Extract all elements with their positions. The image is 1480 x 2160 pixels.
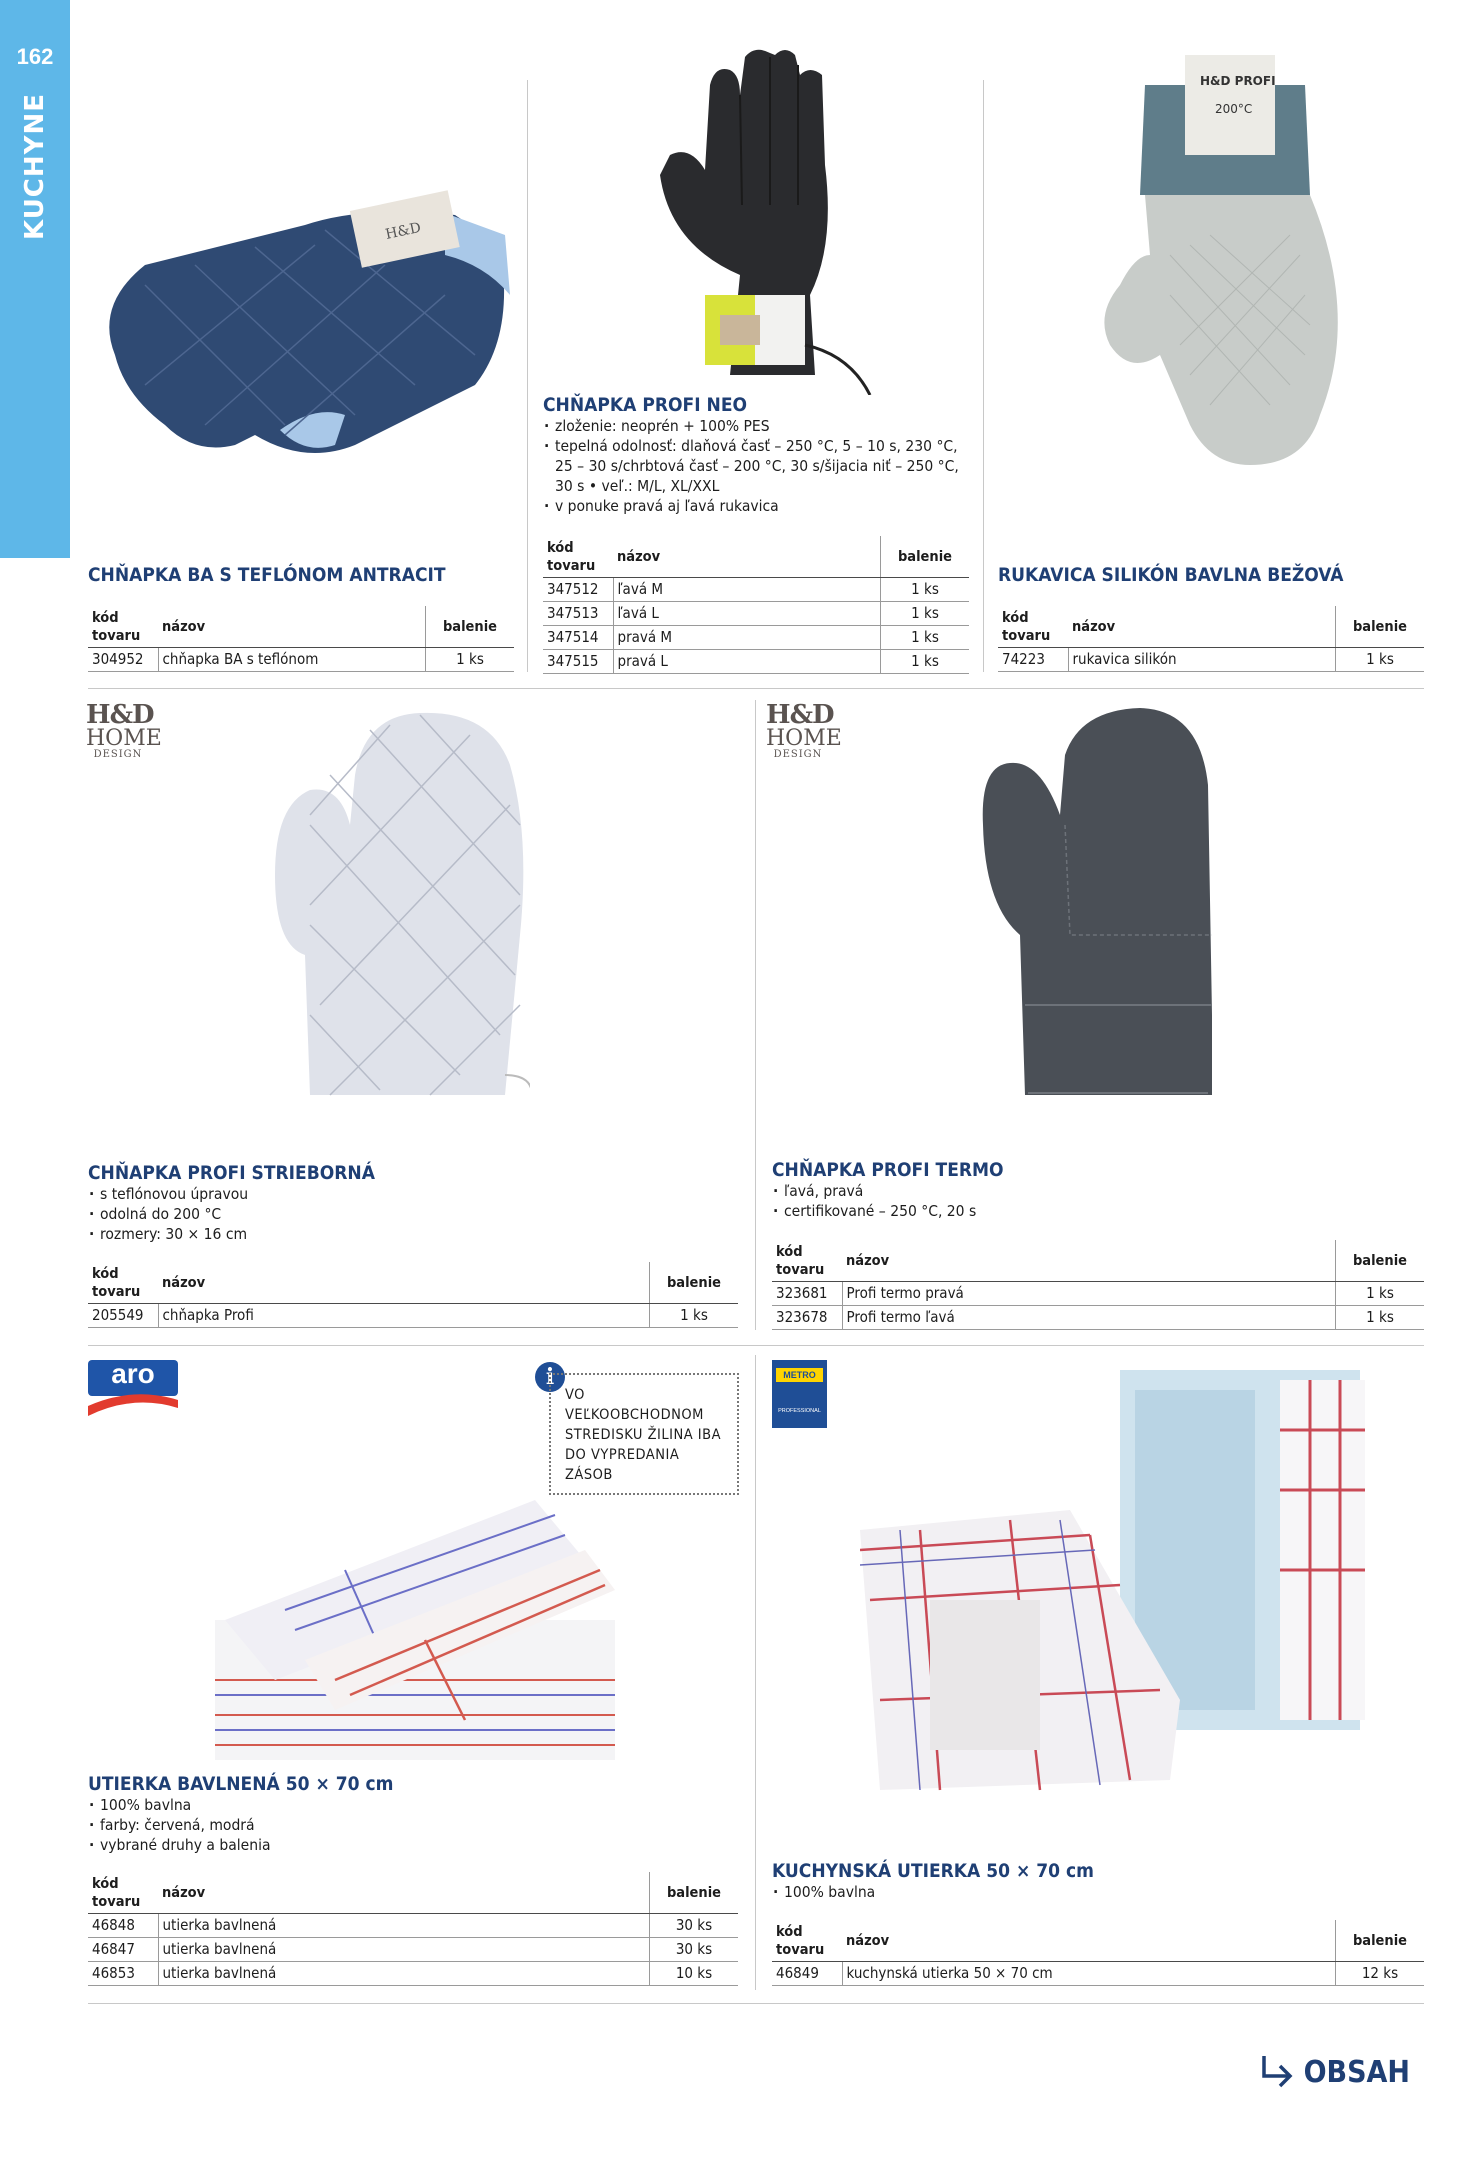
table-row <box>543 626 969 650</box>
table-row <box>88 648 514 672</box>
cell-name: chňapka Profi <box>158 1304 650 1328</box>
cell-pack: 1 ks <box>881 578 970 602</box>
table-row <box>772 1306 1424 1330</box>
section-tab <box>0 0 70 558</box>
cell-name: utierka bavlnená <box>158 1938 650 1962</box>
cell-pack: 30 ks <box>650 1938 739 1962</box>
product-bullets <box>772 1882 1372 1902</box>
bullet: · 100% bavlna <box>772 1882 1372 1902</box>
cell-pack: 1 ks <box>881 626 970 650</box>
header-code: kód tovaru <box>88 606 158 648</box>
bullet: · 100% bavlna <box>88 1795 688 1815</box>
bullet: · farby: červená, modrá <box>88 1815 688 1835</box>
cell-name: utierka bavlnená <box>158 1962 650 1986</box>
header-pack: balenie <box>426 606 515 648</box>
product-table <box>88 1262 738 1328</box>
product-image-cotton-towels <box>205 1480 635 1770</box>
product-table <box>88 606 514 672</box>
brand-hd-home: HOME <box>86 726 162 751</box>
cell-code: 347513 <box>543 602 613 626</box>
table-row <box>772 1282 1424 1306</box>
bullet: · rozmery: 30 × 16 cm <box>88 1224 688 1244</box>
column-divider <box>983 80 984 672</box>
cell-pack: 1 ks <box>1336 648 1425 672</box>
cell-pack: 1 ks <box>426 648 515 672</box>
column-divider <box>755 700 756 1330</box>
product-bullets <box>88 1795 688 1855</box>
table-row <box>772 1962 1424 1986</box>
cell-code: 323678 <box>772 1306 842 1330</box>
bullet: · vybrané druhy a balenia <box>88 1835 688 1855</box>
product-image-termo-mitt <box>980 705 1220 1110</box>
header-pack: balenie <box>1336 1920 1425 1962</box>
product-image-anthracite-mitt <box>85 185 525 455</box>
table-row <box>543 602 969 626</box>
cell-name: pravá L <box>613 650 881 674</box>
bullet: · v ponuke pravá aj ľavá rukavica <box>543 496 963 516</box>
table-row <box>88 1304 738 1328</box>
cell-code: 74223 <box>998 648 1068 672</box>
product-title: CHŇAPKA PROFI STRIEBORNÁ <box>88 1162 375 1184</box>
contents-label: OBSAH <box>1303 2054 1410 2090</box>
svg-text:H&D: H&D <box>383 219 423 243</box>
product-title: CHŇAPKA PROFI TERMO <box>772 1159 1004 1181</box>
header-pack: balenie <box>1336 606 1425 648</box>
header-code: kód tovaru <box>998 606 1068 648</box>
cell-code: 46847 <box>88 1938 158 1962</box>
product-title: KUCHYNSKÁ UTIERKA 50 × 70 cm <box>772 1860 1094 1882</box>
brand-metro-sub: PROFESSIONAL <box>778 1408 821 1414</box>
header-pack: balenie <box>650 1872 739 1914</box>
product-bullets <box>88 1184 688 1244</box>
cell-code: 347512 <box>543 578 613 602</box>
arrow-return-icon <box>1258 2052 1298 2092</box>
table-row <box>88 1962 738 1986</box>
bullet: · tepelná odolnosť: dlaňová časť – 250 °C, 5 – 10 s, 230 °C, 25 – 30 s/chrbtová časť – 200 °C, 30 s/šijacia niť – 250 °C, 30 s • veľ.: M/L, XL/XXL <box>543 436 963 496</box>
product-title: CHŇAPKA PROFI NEO <box>543 394 748 416</box>
header-name: názov <box>158 606 426 648</box>
cell-name: chňapka BA s teflónom <box>158 648 426 672</box>
cell-code: 347515 <box>543 650 613 674</box>
cell-code: 304952 <box>88 648 158 672</box>
brand-hd-mark: H&D <box>86 700 154 730</box>
brand-logo-metro <box>772 1360 827 1428</box>
notice-line: STREDISKU ŽILINA IBA <box>565 1427 722 1443</box>
bullet: · ľavá, pravá <box>772 1181 1372 1201</box>
brand-aro-text: aro <box>111 1358 155 1389</box>
product-table <box>998 606 1424 672</box>
cell-code: 205549 <box>88 1304 158 1328</box>
cell-name: Profi termo pravá <box>842 1282 1336 1306</box>
bullet: · zloženie: neoprén + 100% PES <box>543 416 963 436</box>
product-image-silicone-mitt <box>1090 55 1340 475</box>
cell-name: ľavá M <box>613 578 881 602</box>
cell-pack: 1 ks <box>881 650 970 674</box>
header-pack: balenie <box>881 536 970 578</box>
brand-hd-design: DESIGN <box>93 749 143 760</box>
brand-hd-design: DESIGN <box>773 749 823 760</box>
column-divider <box>527 80 528 672</box>
page-number: 162 <box>16 44 54 69</box>
header-code: kód tovaru <box>543 536 613 578</box>
product-image-neo-glove <box>610 45 910 395</box>
availability-notice <box>549 1373 739 1495</box>
header-name: názov <box>842 1920 1336 1962</box>
header-name: názov <box>842 1240 1336 1282</box>
notice-line: DO VYPREDANIA ZÁSOB <box>565 1447 680 1483</box>
cell-pack: 1 ks <box>881 602 970 626</box>
cell-name: pravá M <box>613 626 881 650</box>
header-code: kód tovaru <box>88 1872 158 1914</box>
cell-name: utierka bavlnená <box>158 1914 650 1938</box>
cell-pack: 10 ks <box>650 1962 739 1986</box>
cell-code: 323681 <box>772 1282 842 1306</box>
brand-logo-aro <box>88 1360 178 1422</box>
product-bullets <box>543 416 963 516</box>
cell-code: 347514 <box>543 626 613 650</box>
product-image-kitchen-towels <box>860 1370 1370 1800</box>
product-table <box>543 536 969 674</box>
product-image-silver-mitt <box>270 705 530 1105</box>
header-name: názov <box>158 1872 650 1914</box>
column-divider <box>755 1355 756 1990</box>
cell-pack: 1 ks <box>650 1304 739 1328</box>
section-title: KUCHYNE <box>20 93 50 240</box>
brand-hd-mark: H&D <box>766 700 834 730</box>
header-code: kód tovaru <box>88 1262 158 1304</box>
cell-code: 46849 <box>772 1962 842 1986</box>
brand-metro-text: METRO <box>783 1370 816 1380</box>
product-table <box>88 1872 738 1986</box>
table-row <box>543 578 969 602</box>
header-code: kód tovaru <box>772 1240 842 1282</box>
row-divider <box>88 1345 1424 1346</box>
svg-text:200°C: 200°C <box>1215 102 1253 116</box>
notice-line: VO VEĽKOOBCHODNOM <box>565 1387 704 1423</box>
row-divider <box>88 688 1424 689</box>
product-title: CHŇAPKA BA S TEFLÓNOM ANTRACIT <box>88 564 446 586</box>
header-name: názov <box>158 1262 650 1304</box>
header-name: názov <box>613 536 881 578</box>
product-title: UTIERKA BAVLNENÁ 50 × 70 cm <box>88 1773 394 1795</box>
cell-pack: 1 ks <box>1336 1282 1425 1306</box>
cell-pack: 1 ks <box>1336 1306 1425 1330</box>
product-bullets <box>772 1181 1372 1221</box>
svg-text:H&D PROFI: H&D PROFI <box>1200 74 1276 88</box>
brand-logo-hd <box>766 700 842 760</box>
bullet: · s teflónovou úpravou <box>88 1184 688 1204</box>
bullet: · odolná do 200 °C <box>88 1204 688 1224</box>
cell-pack: 30 ks <box>650 1914 739 1938</box>
cell-name: Profi termo ľavá <box>842 1306 1336 1330</box>
header-pack: balenie <box>650 1262 739 1304</box>
contents-link[interactable] <box>1258 2052 1410 2092</box>
table-row <box>88 1914 738 1938</box>
cell-name: ľavá L <box>613 602 881 626</box>
header-name: názov <box>1068 606 1336 648</box>
table-row <box>88 1938 738 1962</box>
row-divider <box>88 2003 1424 2004</box>
brand-hd-home: HOME <box>766 726 842 751</box>
info-icon: i <box>535 1362 565 1392</box>
table-row <box>998 648 1424 672</box>
cell-code: 46848 <box>88 1914 158 1938</box>
cell-name: kuchynská utierka 50 × 70 cm <box>842 1962 1336 1986</box>
header-code: kód tovaru <box>772 1920 842 1962</box>
product-table <box>772 1240 1424 1330</box>
cell-pack: 12 ks <box>1336 1962 1425 1986</box>
product-table <box>772 1920 1424 1986</box>
header-pack: balenie <box>1336 1240 1425 1282</box>
cell-name: rukavica silikón <box>1068 648 1336 672</box>
table-row <box>543 650 969 674</box>
cell-code: 46853 <box>88 1962 158 1986</box>
product-title: RUKAVICA SILIKÓN BAVLNA BEŽOVÁ <box>998 564 1344 586</box>
bullet: · certifikované – 250 °C, 20 s <box>772 1201 1372 1221</box>
brand-logo-hd <box>86 700 162 760</box>
